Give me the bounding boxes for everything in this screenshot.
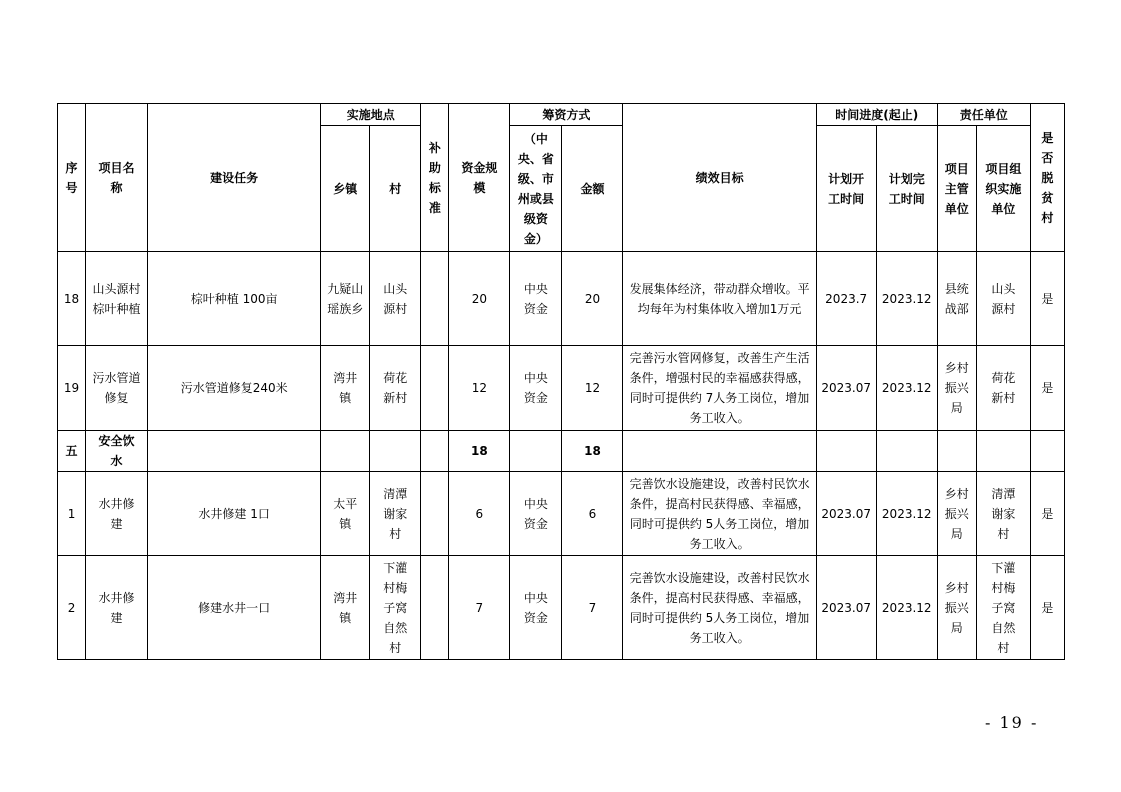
header-subsidy: 补助标准 [421, 104, 449, 252]
cell-implementer: 清潭谢家村 [976, 472, 1030, 556]
cell-source: 中央资金 [510, 252, 562, 346]
header-responsible: 责任单位 [937, 104, 1030, 126]
cell-goal: 完善饮水设施建设，改善村民饮水条件，提高村民获得感、幸福感，同时可提供约 5人务工岗位，增加务工收入。 [623, 556, 816, 660]
cell-seq: 2 [58, 556, 86, 660]
cell-township: 太平镇 [321, 472, 370, 556]
cell-end: 2023.12 [876, 346, 937, 431]
header-funding-source: （中央、省级、市州或县级资金） [510, 126, 562, 252]
cell-subsidy [421, 346, 449, 431]
cell-seq: 19 [58, 346, 86, 431]
cell-township: 湾井镇 [321, 556, 370, 660]
cell-subsidy [421, 556, 449, 660]
cell-village: 清潭谢家村 [370, 472, 421, 556]
section-empty [876, 431, 937, 472]
cell-goal: 完善污水管网修复，改善生产生活条件，增强村民的幸福感获得感，同时可提供约 7人务工岗位，增加务工收入。 [623, 346, 816, 431]
section-empty [421, 431, 449, 472]
header-task: 建设任务 [148, 104, 321, 252]
cell-supervisor: 乡村振兴局 [937, 556, 976, 660]
cell-village: 山头源村 [370, 252, 421, 346]
header-project-name: 项目名称 [86, 104, 148, 252]
cell-name: 山头源村棕叶种植 [86, 252, 148, 346]
table-row [58, 346, 1065, 431]
cell-task: 污水管道修复240米 [148, 346, 321, 431]
header-amount: 金额 [562, 126, 623, 252]
header-poverty: 是否脱贫村 [1030, 104, 1064, 252]
table-row [58, 472, 1065, 556]
section-empty [148, 431, 321, 472]
section-fund-scale: 18 [449, 431, 510, 472]
cell-seq: 18 [58, 252, 86, 346]
header-schedule: 时间进度(起止) [816, 104, 937, 126]
section-empty [937, 431, 976, 472]
cell-amount: 7 [562, 556, 623, 660]
cell-amount: 20 [562, 252, 623, 346]
project-table [57, 103, 1065, 660]
cell-fund-scale: 12 [449, 346, 510, 431]
section-empty [976, 431, 1030, 472]
cell-subsidy [421, 252, 449, 346]
header-plan-end: 计划完工时间 [876, 126, 937, 252]
cell-end: 2023.12 [876, 252, 937, 346]
cell-task: 棕叶种植 100亩 [148, 252, 321, 346]
cell-end: 2023.12 [876, 472, 937, 556]
header-implementer: 项目组织实施单位 [976, 126, 1030, 252]
section-name: 安全饮水 [86, 431, 148, 472]
header-township: 乡镇 [321, 126, 370, 252]
cell-source: 中央资金 [510, 472, 562, 556]
section-row [58, 431, 1065, 472]
header-plan-start: 计划开工时间 [816, 126, 876, 252]
cell-township: 九疑山瑶族乡 [321, 252, 370, 346]
header-goal: 绩效目标 [623, 104, 816, 252]
cell-source: 中央资金 [510, 556, 562, 660]
header-seq: 序号 [58, 104, 86, 252]
cell-seq: 1 [58, 472, 86, 556]
cell-subsidy [421, 472, 449, 556]
cell-supervisor: 乡村振兴局 [937, 472, 976, 556]
cell-end: 2023.12 [876, 556, 937, 660]
cell-village: 下灌村梅子窝自然村 [370, 556, 421, 660]
header-funding: 筹资方式 [510, 104, 623, 126]
page-number: - 19 - [985, 713, 1039, 732]
cell-fund-scale: 6 [449, 472, 510, 556]
cell-poverty: 是 [1030, 346, 1064, 431]
section-empty [370, 431, 421, 472]
cell-poverty: 是 [1030, 556, 1064, 660]
cell-start: 2023.07 [816, 346, 876, 431]
section-empty [1030, 431, 1064, 472]
cell-name: 水井修建 [86, 556, 148, 660]
header-village: 村 [370, 126, 421, 252]
cell-name: 水井修建 [86, 472, 148, 556]
cell-implementer: 荷花新村 [976, 346, 1030, 431]
cell-implementer: 下灌村梅子窝自然村 [976, 556, 1030, 660]
section-empty [321, 431, 370, 472]
cell-implementer: 山头源村 [976, 252, 1030, 346]
cell-task: 修建水井一口 [148, 556, 321, 660]
cell-start: 2023.07 [816, 472, 876, 556]
cell-task: 水井修建 1口 [148, 472, 321, 556]
cell-poverty: 是 [1030, 472, 1064, 556]
cell-name: 污水管道修复 [86, 346, 148, 431]
table-row [58, 556, 1065, 660]
cell-fund-scale: 20 [449, 252, 510, 346]
cell-poverty: 是 [1030, 252, 1064, 346]
cell-goal: 完善饮水设施建设，改善村民饮水条件，提高村民获得感、幸福感，同时可提供约 5人务工岗位，增加务工收入。 [623, 472, 816, 556]
cell-supervisor: 乡村振兴局 [937, 346, 976, 431]
header-location: 实施地点 [321, 104, 421, 126]
cell-start: 2023.07 [816, 556, 876, 660]
header-fund-scale: 资金规模 [449, 104, 510, 252]
section-empty [816, 431, 876, 472]
header-supervisor: 项目主管单位 [937, 126, 976, 252]
cell-goal: 发展集体经济，带动群众增收。平均每年为村集体收入增加1万元 [623, 252, 816, 346]
header-row-1 [58, 104, 1065, 126]
cell-fund-scale: 7 [449, 556, 510, 660]
section-empty [623, 431, 816, 472]
cell-village: 荷花新村 [370, 346, 421, 431]
cell-amount: 12 [562, 346, 623, 431]
cell-amount: 6 [562, 472, 623, 556]
cell-start: 2023.7 [816, 252, 876, 346]
table-row [58, 252, 1065, 346]
section-seq: 五 [58, 431, 86, 472]
cell-township: 湾井镇 [321, 346, 370, 431]
section-amount: 18 [562, 431, 623, 472]
section-empty [510, 431, 562, 472]
cell-source: 中央资金 [510, 346, 562, 431]
cell-supervisor: 县统战部 [937, 252, 976, 346]
